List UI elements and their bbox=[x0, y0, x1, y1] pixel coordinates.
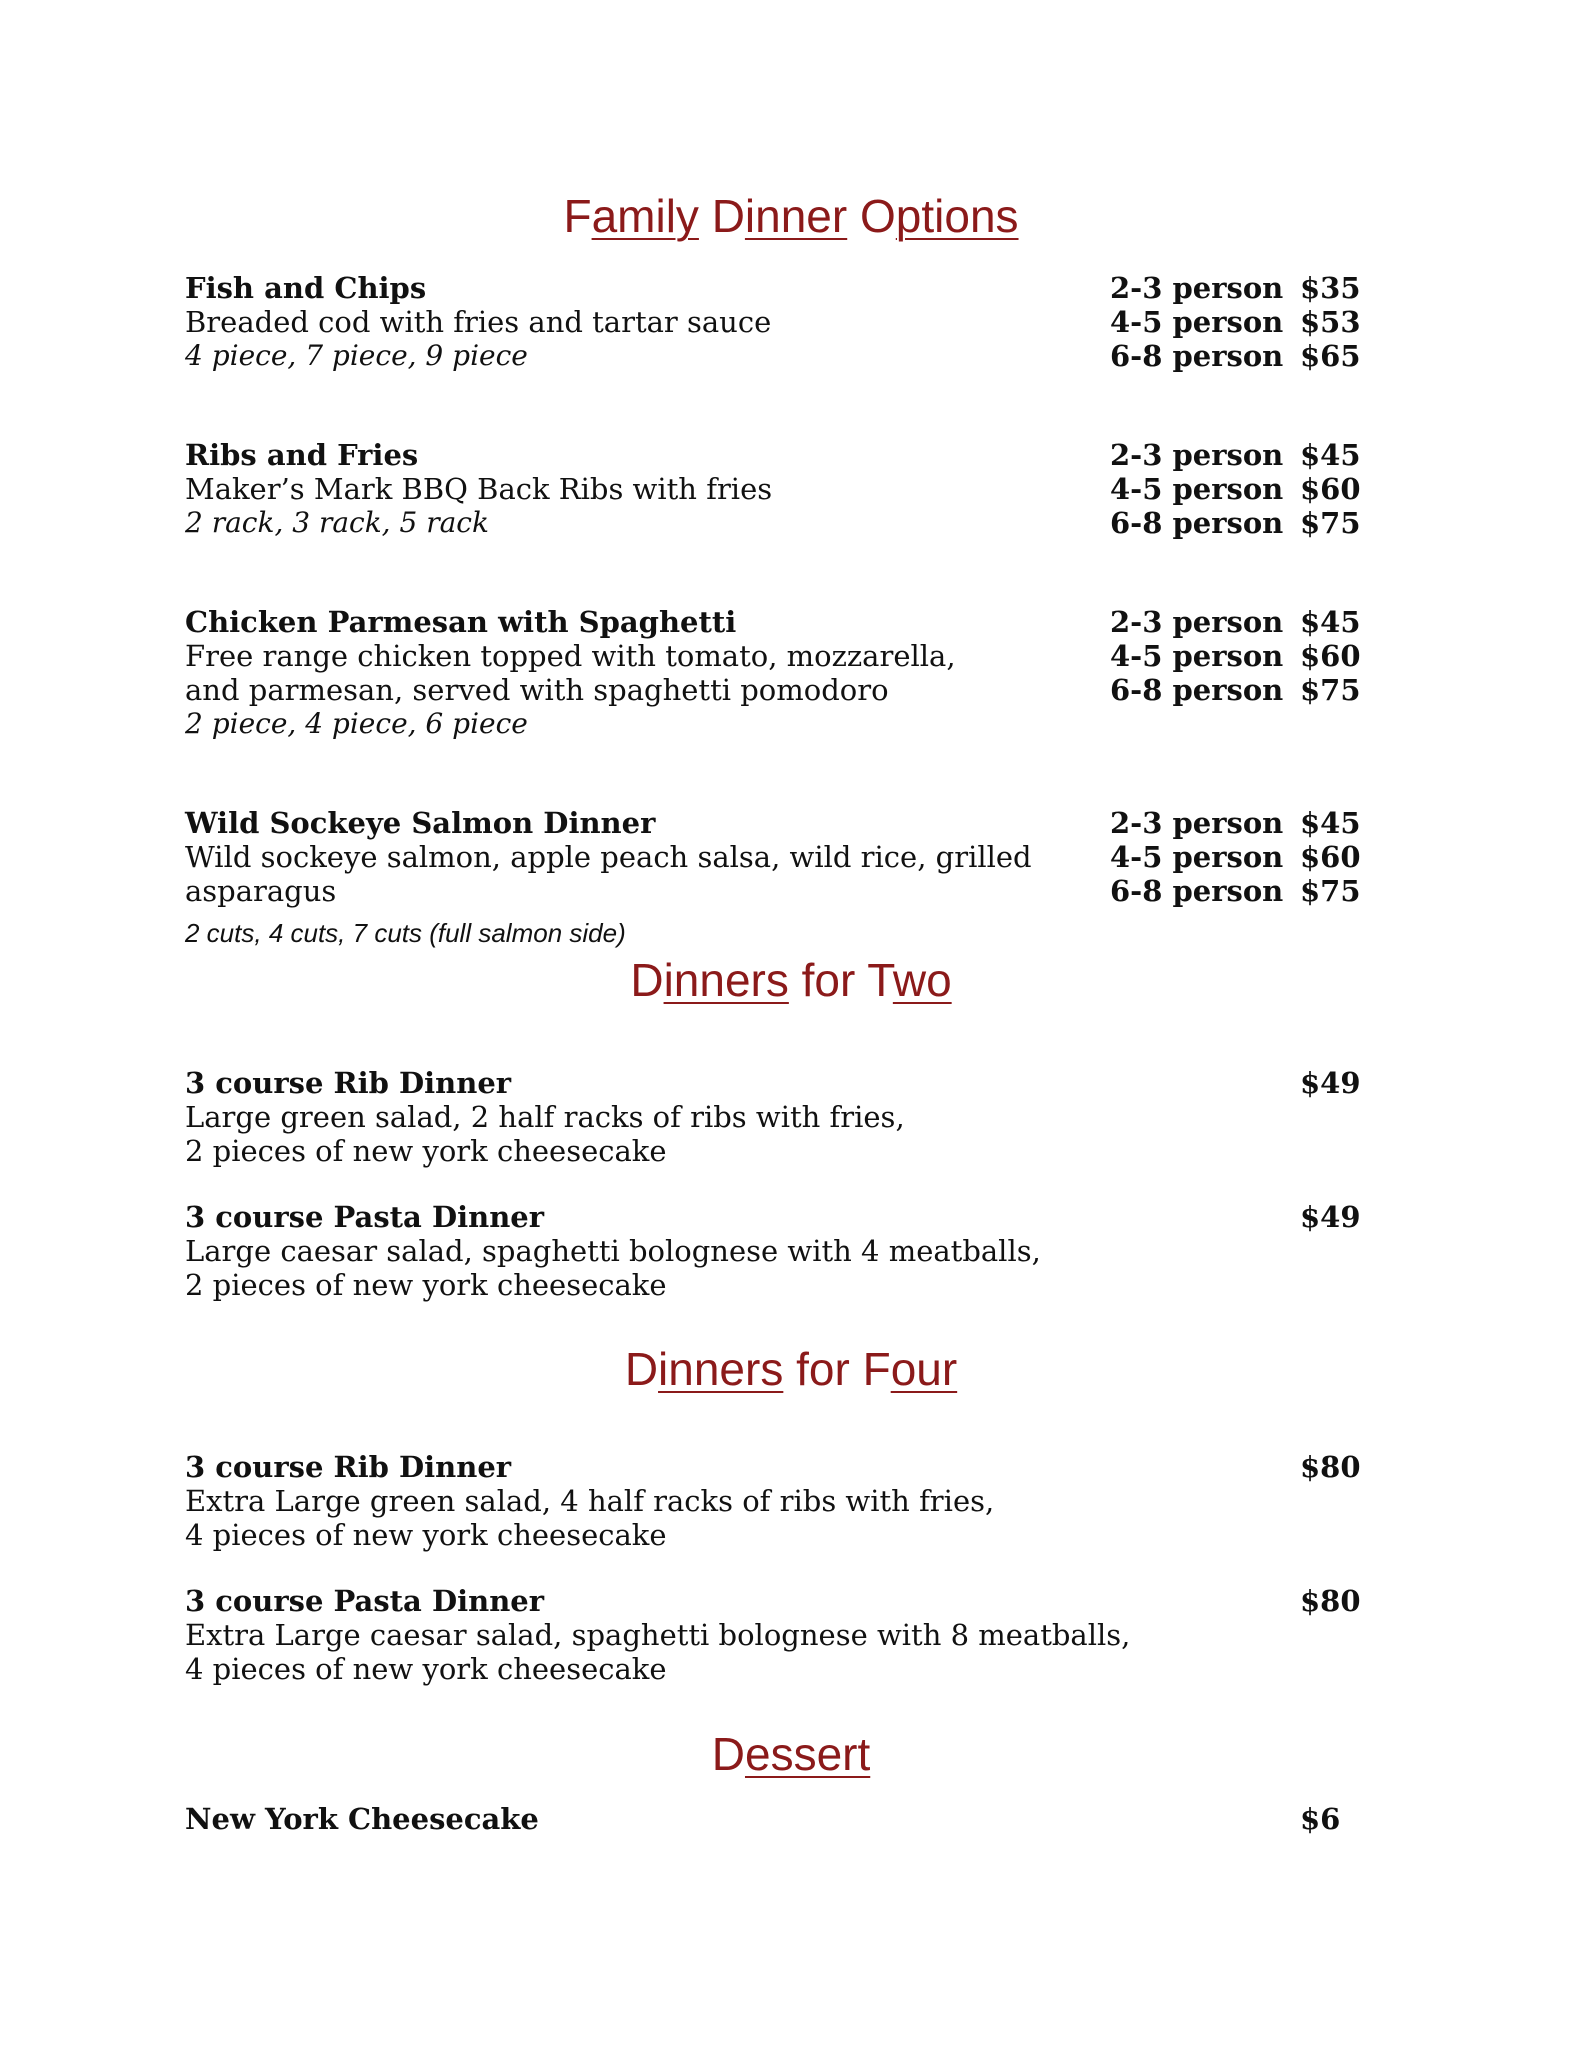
price-option-row bbox=[1110, 271, 1370, 305]
title-part: D bbox=[624, 1343, 659, 1395]
title-part: D bbox=[630, 954, 664, 1006]
option-size: 6-8 person bbox=[1110, 506, 1284, 540]
item-description: 4 pieces of new york cheesecake bbox=[185, 1518, 667, 1552]
title-part: inner bbox=[744, 190, 848, 242]
price-option-row bbox=[1110, 305, 1370, 339]
option-price: $75 bbox=[1300, 874, 1361, 908]
item-name: 3 course Rib Dinner bbox=[185, 1450, 512, 1484]
price-option-row bbox=[1110, 673, 1370, 707]
section-title-dinners-for-two bbox=[0, 954, 1582, 1006]
price-option-row bbox=[1110, 605, 1370, 639]
item-description: Extra Large caesar salad, spaghetti bolognese with 8 meatballs, bbox=[185, 1618, 1131, 1652]
item-sizes: 4 piece, 7 piece, 9 piece bbox=[185, 339, 528, 372]
option-size: 4-5 person bbox=[1110, 840, 1284, 874]
item-name: Ribs and Fries bbox=[185, 438, 419, 472]
item-description: 4 pieces of new york cheesecake bbox=[185, 1652, 667, 1686]
option-price: $65 bbox=[1300, 339, 1361, 373]
price-option-row bbox=[1110, 506, 1370, 540]
item-name: Wild Sockeye Salmon Dinner bbox=[185, 806, 656, 840]
item-description: Extra Large green salad, 4 half racks of ribs with fries, bbox=[185, 1484, 995, 1518]
option-size: 6-8 person bbox=[1110, 339, 1284, 373]
option-size: 6-8 person bbox=[1110, 874, 1284, 908]
title-part: our bbox=[890, 1343, 958, 1395]
section-title-dessert bbox=[0, 1728, 1582, 1780]
option-price: $75 bbox=[1300, 506, 1361, 540]
item-price: $49 bbox=[1300, 1066, 1361, 1100]
price-option-row bbox=[1110, 840, 1370, 874]
menu-item-four-rib-dinner bbox=[185, 1450, 1365, 1552]
item-name: 3 course Rib Dinner bbox=[185, 1066, 512, 1100]
item-description: asparagus bbox=[185, 874, 337, 908]
menu-item-chicken-parmesan bbox=[185, 605, 1365, 741]
option-size: 6-8 person bbox=[1110, 673, 1284, 707]
section-title-dinners-for-four bbox=[0, 1343, 1582, 1395]
item-name: New York Cheesecake bbox=[185, 1802, 539, 1836]
price-options bbox=[1110, 806, 1370, 908]
menu-item-four-pasta-dinner bbox=[185, 1584, 1365, 1686]
item-name: Fish and Chips bbox=[185, 271, 427, 305]
title-part: D bbox=[698, 190, 745, 242]
menu-item-fish-and-chips bbox=[185, 271, 1365, 373]
option-size: 2-3 person bbox=[1110, 271, 1284, 305]
item-sizes: 2 rack, 3 rack, 5 rack bbox=[185, 506, 489, 539]
item-description: Large caesar salad, spaghetti bolognese with 4 meatballs, bbox=[185, 1234, 1041, 1268]
title-part: essert bbox=[744, 1728, 871, 1780]
option-price: $45 bbox=[1300, 806, 1361, 840]
section-title-family-dinner-options bbox=[0, 190, 1582, 242]
menu-item-two-pasta-dinner bbox=[185, 1200, 1365, 1302]
item-description: Free range chicken topped with tomato, mozzarella, bbox=[185, 639, 956, 673]
title-part: inners bbox=[663, 954, 789, 1006]
menu-item-two-rib-dinner bbox=[185, 1066, 1365, 1168]
option-price: $75 bbox=[1300, 673, 1361, 707]
option-size: 2-3 person bbox=[1110, 605, 1284, 639]
item-description: Breaded cod with fries and tartar sauce bbox=[185, 305, 772, 339]
option-size: 2-3 person bbox=[1110, 438, 1284, 472]
price-options bbox=[1110, 605, 1370, 707]
item-sizes: 2 piece, 4 piece, 6 piece bbox=[185, 707, 528, 740]
price-option-row bbox=[1110, 806, 1370, 840]
item-description: Maker’s Mark BBQ Back Ribs with fries bbox=[185, 472, 773, 506]
title-part: wo bbox=[892, 954, 952, 1006]
option-size: 4-5 person bbox=[1110, 305, 1284, 339]
option-price: $53 bbox=[1300, 305, 1361, 339]
price-option-row bbox=[1110, 874, 1370, 908]
title-part: for T bbox=[788, 954, 893, 1006]
item-price: $49 bbox=[1300, 1200, 1361, 1234]
item-description: 2 pieces of new york cheesecake bbox=[185, 1268, 667, 1302]
title-part: amily bbox=[591, 190, 699, 242]
item-name: 3 course Pasta Dinner bbox=[185, 1200, 545, 1234]
price-options bbox=[1110, 438, 1370, 540]
item-description: and parmesan, served with spaghetti pomodoro bbox=[185, 673, 889, 707]
title-part: inners bbox=[658, 1343, 784, 1395]
option-price: $45 bbox=[1300, 438, 1361, 472]
option-price: $35 bbox=[1300, 271, 1361, 305]
item-description: Wild sockeye salmon, apple peach salsa, wild rice, grilled bbox=[185, 840, 1032, 874]
price-options bbox=[1110, 271, 1370, 373]
price-option-row bbox=[1110, 639, 1370, 673]
item-description: Large green salad, 2 half racks of ribs with fries, bbox=[185, 1100, 905, 1134]
option-price: $60 bbox=[1300, 840, 1361, 874]
item-price: $6 bbox=[1300, 1802, 1341, 1836]
item-price: $80 bbox=[1300, 1584, 1361, 1618]
item-sizes: 2 cuts, 4 cuts, 7 cuts (full salmon side) bbox=[185, 918, 626, 948]
price-option-row bbox=[1110, 472, 1370, 506]
option-size: 2-3 person bbox=[1110, 806, 1284, 840]
price-option-row bbox=[1110, 438, 1370, 472]
title-part: F bbox=[563, 190, 592, 242]
title-part: O bbox=[847, 190, 896, 242]
option-price: $45 bbox=[1300, 605, 1361, 639]
price-option-row bbox=[1110, 339, 1370, 373]
title-part: ptions bbox=[895, 190, 1019, 242]
item-name: 3 course Pasta Dinner bbox=[185, 1584, 545, 1618]
title-part: D bbox=[711, 1728, 745, 1780]
item-price: $80 bbox=[1300, 1450, 1361, 1484]
menu-item-wild-sockeye-salmon bbox=[185, 806, 1365, 950]
menu-item-ribs-and-fries bbox=[185, 438, 1365, 540]
option-size: 4-5 person bbox=[1110, 639, 1284, 673]
item-description: 2 pieces of new york cheesecake bbox=[185, 1134, 667, 1168]
option-price: $60 bbox=[1300, 472, 1361, 506]
title-part: for F bbox=[783, 1343, 891, 1395]
menu-item-new-york-cheesecake bbox=[185, 1802, 1365, 1836]
option-price: $60 bbox=[1300, 639, 1361, 673]
item-name: Chicken Parmesan with Spaghetti bbox=[185, 605, 737, 639]
option-size: 4-5 person bbox=[1110, 472, 1284, 506]
